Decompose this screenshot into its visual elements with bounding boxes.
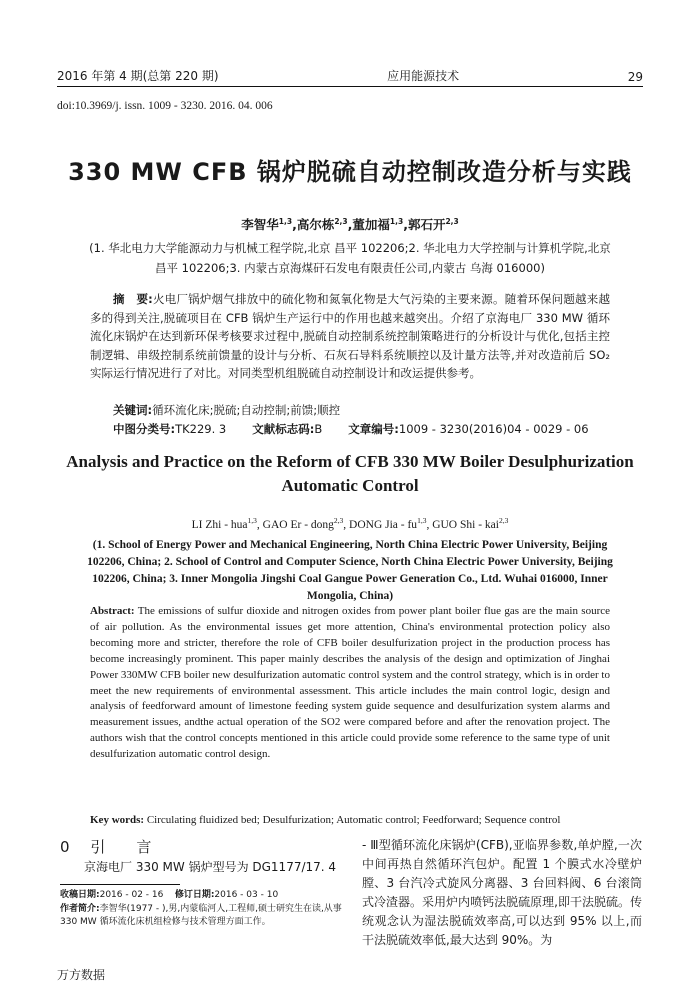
author-zh-4-sup: 2,3 — [445, 216, 459, 226]
footnote — [60, 889, 345, 930]
author-en-3-sup: 1,3 — [417, 516, 427, 526]
authors-zh: 李智华$^{1,3}$,高尔栋$^{2,3}$,董加福$^{1,3}$,郭石开$^{2,3}$ — [241, 216, 459, 232]
author-en-4-sup: 2,3 — [498, 516, 509, 526]
author-en-2: GAO Er - dong — [262, 519, 334, 531]
header-rule — [57, 86, 643, 87]
revised-date: 2016 - 03 - 10 — [214, 890, 279, 900]
author-zh-3-sup: 1,3 — [389, 216, 404, 226]
author-bio-label: 作者简介: — [60, 903, 100, 914]
abstract-en-label: Abstract: — [90, 605, 135, 617]
doi: doi:10.3969/j. issn. 1009 - 3230. 2016. 04. 006 — [57, 100, 273, 112]
received-label: 收稿日期: — [60, 890, 100, 900]
authors-en: LI Zhi - hua$^{1,3}$, GAO Er - dong$^{2,3}$, DONG Jia - fu$^{1,3}$, GUO Shi - kai$^{2,3}$ — [191, 516, 509, 531]
keywords-zh — [90, 402, 610, 418]
doc-code-label: 文献标志码: — [252, 422, 315, 436]
affiliation-en: (1. School of Energy Power and Mechanical Engineering, North China Electric Power University, Beijing 102206, China; 2. School of Control and Computer Science, North China Electric Power University, Beijing 102206, China; 3. Inner Mongolia Jingshi Coal Gangue Power Generation Co., Ltd. Wuhai 016000, Inner Mongolia, China) — [87, 539, 613, 602]
section-heading — [60, 836, 159, 857]
author-en-4: GUO Shi - kai — [432, 519, 499, 531]
keywords-en-label: Key words: — [90, 814, 145, 826]
title-zh: 330 MW CFB 锅炉脱硫自动控制改造分析与实践 — [68, 158, 632, 186]
author-bio-text: 李智华(1977 - ),男,内蒙临河人,工程师,硕士研究生在读,从事 330 MW 循环流化床机组检修与技术管理方面工作。 — [60, 903, 342, 927]
author-zh-4: 郭石开 — [407, 217, 446, 232]
watermark: 万方数据 — [57, 968, 106, 982]
abstract-zh-label: 摘 要: — [113, 292, 153, 306]
author-zh-1-sup: 1,3 — [278, 216, 293, 226]
abstract-zh-text: 火电厂锅炉烟气排放中的硫化物和氮氧化物是大气污染的主要来源。随着环保问题越来越多的得到关注,脱硫项目在 CFB 锅炉生产运行中的作用也越来越突出。介绍了京海电厂 330 MW 循环流化床锅炉在达到新环保考核要求过程中,脱硫自动控制系统控制策略进行的分析设计与优化,包括主控制逻辑、串级控制系统前馈量的设计与分析、石灰石导料系统顺控以及计量方法等,并对改造前后 SO₂ 实际运行情况进行了对比。对同类型机组脱硫自动控制设计和改运提供参考。 — [90, 292, 610, 380]
author-zh-1: 李智华 — [241, 217, 279, 232]
body-text-left: 京海电厂 330 MW 锅炉型号为 DG1177/17. 4 — [84, 860, 337, 874]
body-text-right: - Ⅲ型循环流化床锅炉(CFB),亚临界参数,单炉膛,一次中间再热自然循环汽包炉。配置 1 个膜式水冷壁炉膛、3 台汽冷式旋风分离器、3 台回料阀、6 台滚筒式冷渣器。采用炉内喷钙法脱硫原理,即干法脱硫。传统观念认为湿法脱硫效率高,可以达到 95% 以上,而干法脱硫效率低,最大达到 90%。为 — [362, 838, 642, 947]
keywords-en — [90, 814, 610, 826]
clc-value: TK229. 3 — [175, 422, 227, 436]
title-en: Analysis and Practice on the Reform of CFB 330 MW Boiler Desulphurization Automatic Control — [66, 452, 634, 495]
section-title: 引 言 — [90, 838, 160, 856]
author-en-3: DONG Jia - fu — [349, 519, 418, 531]
article-no-label: 文章编号: — [348, 422, 399, 436]
clc-label: 中图分类号: — [113, 422, 176, 436]
issue-info: 2016 年第 4 期(总第 220 期) — [57, 69, 219, 83]
keywords-en-text: Circulating fluidized bed; Desulfurization; Automatic control; Feedforward; Sequence control — [146, 814, 561, 826]
abstract-en — [90, 604, 610, 763]
revised-label: 修订日期: — [174, 890, 215, 900]
abstract-en-text: The emissions of sulfur dioxide and nitrogen oxides from power plant boiler flue gas are the main source of air pollution. As the environmental issues get more attention, China's environmental protection policy also becoming more and stricter, therefore the role of CFB boiler desulfurization project in the production process has become increasingly prominent. This paper mainly describes the analysis of the design and optimization of Jinghai Power 330MW CFB boiler new desulfurization automatic control system and the control strategy, which is in order to meet the new requirements of environmental assessment. This article includes the main control logic, design and analysis of feedforward amount of limestone feeding system guide sequence and desulfurization system alarms and measurement issues, andthe actual operation of the SO2 were compared before and after the renovation project. The authors wish that the control concepts mentioned in this article could provide some reference to the same type of unit desulfurization automatic control design. — [90, 605, 610, 761]
author-zh-2: 高尔栋 — [296, 217, 335, 232]
author-en-1: LI Zhi - hua — [191, 519, 248, 531]
keywords-zh-label: 关键词: — [113, 403, 153, 417]
affiliation-zh: (1. 华北电力大学能源动力与机械工程学院,北京 昌平 102206;2. 华北电力大学控制与计算机学院,北京 昌平 102206;3. 内蒙古京海煤矸石发电有限责任公司,内蒙古 乌海 016000) — [89, 241, 611, 275]
article-no-value: 1009 - 3230(2016)04 - 0029 - 06 — [398, 422, 589, 436]
author-en-1-sup: 1,3 — [247, 516, 257, 526]
journal-name: 应用能源技术 — [387, 69, 460, 83]
section-number: 0 — [60, 838, 78, 856]
doc-code-value: B — [314, 422, 323, 436]
author-zh-3: 董加福 — [352, 217, 390, 232]
keywords-zh-text: 循环流化床;脱硫;自动控制;前馈;顺控 — [152, 403, 341, 417]
author-en-2-sup: 2,3 — [333, 516, 344, 526]
page-number: 29 — [627, 70, 643, 84]
abstract-zh — [90, 290, 610, 383]
footnote-rule — [60, 884, 180, 885]
classification-zh — [90, 421, 610, 437]
author-zh-2-sup: 2,3 — [334, 216, 348, 226]
running-header — [57, 62, 643, 84]
received-date: 2016 - 02 - 16 — [99, 890, 164, 900]
